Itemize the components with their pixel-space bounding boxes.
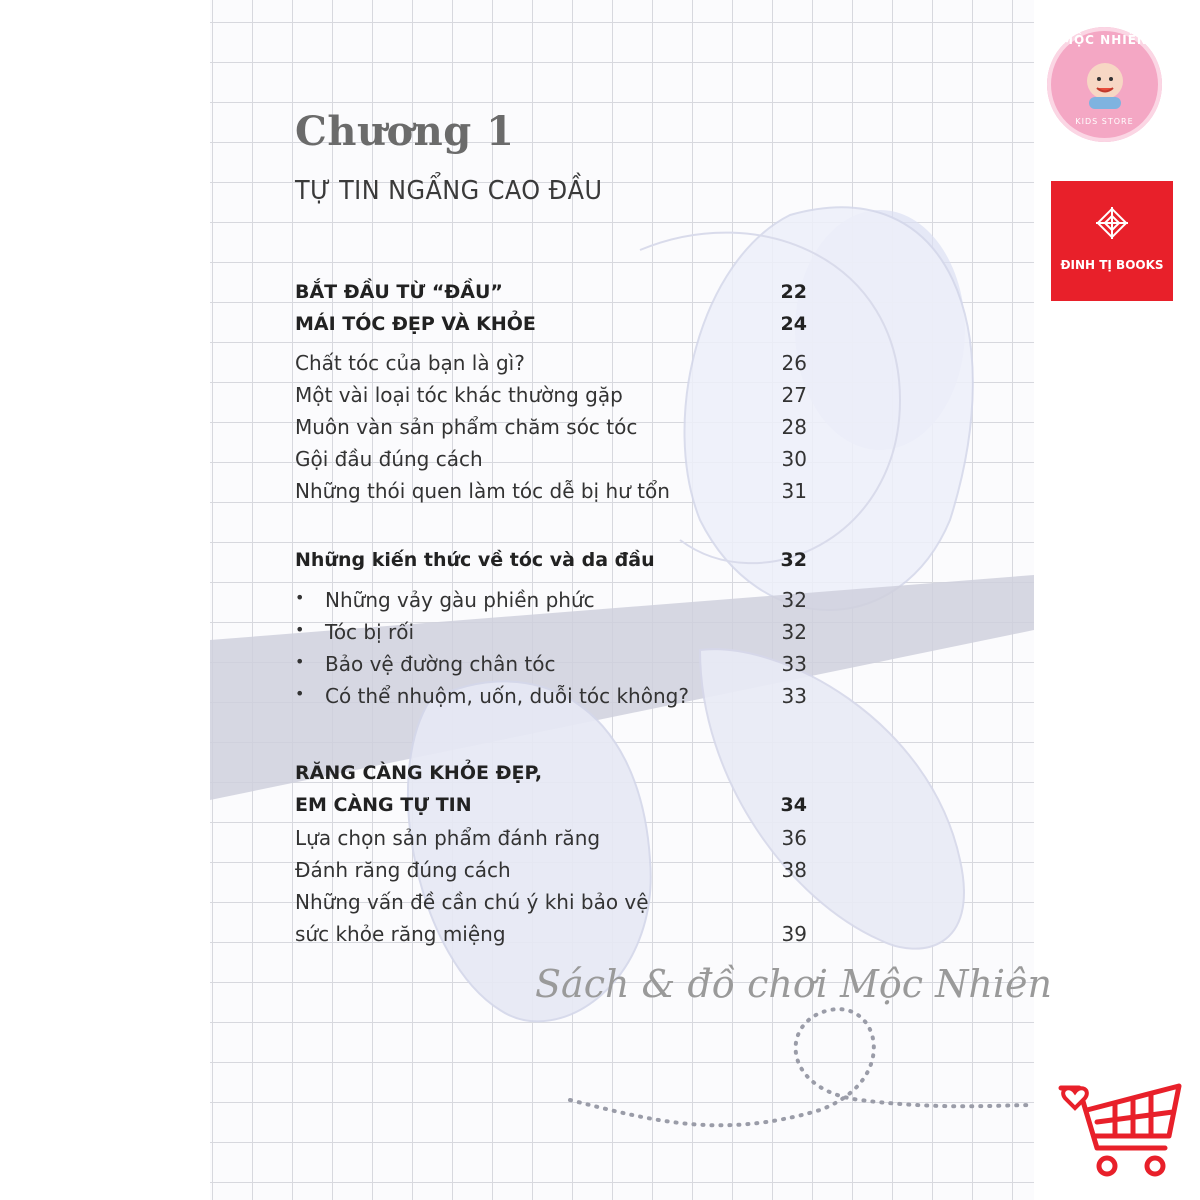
store-logo-name: MỘC NHIÊN bbox=[1061, 33, 1148, 47]
toc-entry[interactable]: • Những vảy gàu phiền phức 32 bbox=[295, 588, 807, 612]
toc-entry[interactable]: Một vài loại tóc khác thường gặp 27 bbox=[295, 383, 807, 407]
store-logo[interactable] bbox=[1047, 27, 1162, 142]
toc-entry[interactable]: MÁI TÓC ĐẸP VÀ KHỎE 24 bbox=[295, 313, 807, 335]
publisher-logo-name: ĐINH TỊ BOOKS bbox=[1060, 258, 1164, 272]
toc-entry[interactable]: Gội đầu đúng cách 30 bbox=[295, 447, 807, 471]
toc-entry[interactable]: Muôn vàn sản phẩm chăm sóc tóc 28 bbox=[295, 415, 807, 439]
toc-entry[interactable]: RĂNG CÀNG KHỎE ĐẸP, bbox=[295, 762, 543, 784]
bullet-dot: • bbox=[295, 684, 305, 703]
bullet-dot: • bbox=[295, 588, 305, 607]
store-logo-tagline: KIDS STORE bbox=[1075, 117, 1134, 126]
toc-entry[interactable]: • Tóc bị rối 32 bbox=[295, 620, 807, 644]
toc-entry[interactable]: Lựa chọn sản phẩm đánh răng 36 bbox=[295, 826, 807, 850]
toc-entry[interactable]: BẮT ĐẦU TỪ “ĐẦU” 22 bbox=[295, 281, 807, 303]
toc-entry[interactable]: • Có thể nhuộm, uốn, duỗi tóc không? 33 bbox=[295, 684, 807, 708]
toc-entry[interactable]: Những kiến thức về tóc và da đầu 32 bbox=[295, 549, 807, 571]
toc-entry[interactable]: EM CÀNG TỰ TIN 34 bbox=[295, 794, 807, 816]
toc-entry[interactable]: • Bảo vệ đường chân tóc 33 bbox=[295, 652, 807, 676]
toc-entry[interactable]: Chất tóc của bạn là gì? 26 bbox=[295, 351, 807, 375]
toc-entry[interactable]: sức khỏe răng miệng 39 bbox=[295, 922, 807, 946]
shopping-cart-icon[interactable] bbox=[1057, 1076, 1189, 1180]
watermark: Sách & đồ chơi Mộc Nhiên bbox=[535, 962, 1052, 1006]
toc-entry[interactable]: Những vấn đề cần chú ý khi bảo vệ bbox=[295, 890, 649, 914]
toc-entry[interactable]: Những thói quen làm tóc dễ bị hư tổn 31 bbox=[295, 479, 807, 503]
publisher-logo[interactable] bbox=[1051, 181, 1173, 301]
diamond-logo-icon bbox=[1092, 203, 1132, 243]
chapter-subtitle: TỰ TIN NGẨNG CAO ĐẦU bbox=[295, 176, 603, 206]
bullet-dot: • bbox=[295, 620, 305, 639]
dotted-path bbox=[570, 1009, 1034, 1125]
toc-entry[interactable]: Đánh răng đúng cách 38 bbox=[295, 858, 807, 882]
baby-icon bbox=[1077, 55, 1133, 111]
chapter-title: Chương 1 bbox=[295, 108, 515, 155]
bullet-dot: • bbox=[295, 652, 305, 671]
